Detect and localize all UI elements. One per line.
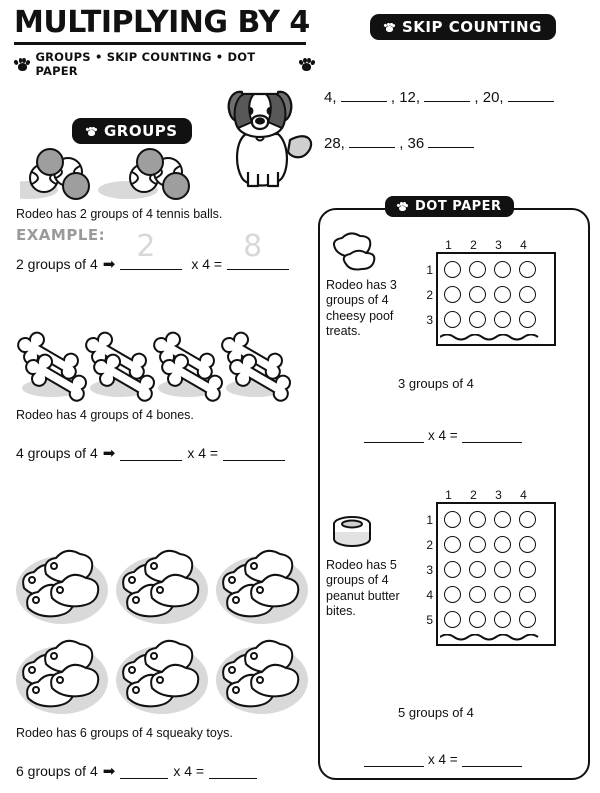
dot-circle [519,511,536,528]
subtitle-row [14,50,314,78]
paw-icon [299,57,314,71]
tennis-balls-caption: Rodeo has 2 groups of 4 tennis balls. [16,207,223,221]
dot-cell[interactable] [490,257,515,282]
dot-row [440,532,540,557]
dot-circle [494,561,511,578]
dot-cell[interactable] [515,607,540,632]
dot-row [440,307,540,332]
bones-prompt: 4 groups of 4 [16,445,98,461]
page-header [14,5,314,78]
dot-card-1-under-label: 3 groups of 4 [398,376,474,391]
dot-cell[interactable] [515,582,540,607]
dot-cell[interactable] [465,257,490,282]
paw-icon [14,57,29,71]
dot-row [440,507,540,532]
row-label: 2 [426,288,433,302]
dot-circle [444,261,461,278]
skip-counting-line-1 [324,75,592,121]
dot-cell[interactable] [515,307,540,332]
dot-card-2-text [326,512,414,619]
dot-card-1-caption: Rodeo has 3 groups of 4 cheesy poof treats. [326,278,397,338]
dot-card-2-operator: x 4 = [428,752,458,767]
dot-circle [494,511,511,528]
squeaky-toys-operator: x 4 = [173,763,205,779]
col-label: 1 [445,488,452,502]
dot-row [440,282,540,307]
dot-circle [444,286,461,303]
example-label: EXAMPLE: [16,226,106,244]
arrow-icon: ➡ [102,763,116,780]
dot-circle [444,561,461,578]
skip-term-2: , 12, [390,89,421,106]
dot-circle [469,261,486,278]
skip-blank[interactable] [508,101,554,102]
dot-cell[interactable] [440,582,465,607]
dot-circle [469,311,486,328]
skip-blank[interactable] [349,147,395,148]
row-label: 2 [426,538,433,552]
dot-cell[interactable] [465,307,490,332]
skip-term-5: , 36 [399,135,425,152]
dot-circle [444,311,461,328]
paw-icon [397,202,408,212]
peanut-butter-bites-image [326,512,414,552]
dot-circle [519,586,536,603]
col-label: 3 [495,238,502,252]
dot-circle [494,261,511,278]
dot-cell[interactable] [490,282,515,307]
answer-blank[interactable] [120,446,182,461]
dot-cell[interactable] [490,307,515,332]
page-subtitle: GROUPS • SKIP COUNTING • DOT PAPER [35,50,256,78]
dot-cell[interactable] [465,582,490,607]
dot-card-1-operator: x 4 = [428,428,458,443]
skip-term-3: , 20, [474,89,504,106]
dot-grid-1[interactable] [436,252,556,346]
dog-bones-image [16,330,296,402]
row-label: 5 [426,613,433,627]
answer-blank[interactable] [462,429,522,443]
dot-circle [444,586,461,603]
dot-cell[interactable] [515,507,540,532]
answer-blank[interactable] [364,429,424,443]
example-prompt: 2 groups of 4 [16,256,98,272]
dot-circle [469,586,486,603]
bones-equation-row [16,444,285,462]
dot-circle [519,311,536,328]
dot-card-2-grid [418,488,556,646]
dot-card-2-equation [364,752,522,767]
dot-circle [494,536,511,553]
dot-cell[interactable] [490,582,515,607]
dot-paper-banner [385,196,514,217]
dog-illustration [212,78,316,188]
skip-counting-banner [370,14,556,40]
tennis-balls-image [20,148,210,203]
skip-blank[interactable] [424,101,470,102]
col-label: 3 [495,488,502,502]
answer-blank[interactable] [209,764,257,779]
dot-cell[interactable] [440,507,465,532]
page-title: MULTIPLYING BY 4 [14,5,310,40]
dot-card-1-equation [364,428,522,443]
bones-operator: x 4 = [187,445,219,461]
dot-cell[interactable] [515,282,540,307]
dot-circle [494,611,511,628]
dot-circle [469,536,486,553]
col-label: 1 [445,238,452,252]
dot-cell[interactable] [490,507,515,532]
dot-cell[interactable] [440,532,465,557]
dot-circle [444,536,461,553]
dot-row [440,582,540,607]
paw-icon [86,126,97,136]
dot-circle [444,611,461,628]
skip-blank[interactable] [428,147,474,148]
dot-row [440,557,540,582]
dot-circle [519,261,536,278]
bones-caption: Rodeo has 4 groups of 4 bones. [16,408,194,422]
groups-banner-label: GROUPS [104,122,178,140]
dot-cell[interactable] [490,607,515,632]
title-divider [14,42,306,45]
squeaky-toys-image [10,528,310,718]
groups-banner [72,118,192,144]
row-label: 3 [426,563,433,577]
paw-icon [384,22,395,32]
dot-cell[interactable] [465,532,490,557]
squeaky-toys-caption: Rodeo has 6 groups of 4 squeaky toys. [16,726,233,740]
arrow-icon: ➡ [102,256,116,273]
dot-cell[interactable] [440,557,465,582]
dot-circle [519,611,536,628]
answer-blank[interactable] [462,753,522,767]
dot-grid-2[interactable] [436,502,556,646]
dot-cell[interactable] [465,507,490,532]
skip-term-4: 28, [324,135,345,152]
dot-cell[interactable] [515,557,540,582]
skip-blank[interactable] [341,101,387,102]
dot-cell[interactable] [490,557,515,582]
col-label: 4 [520,238,527,252]
cheesy-poof-treats-image [326,232,414,272]
example-ghost-answer-1: 2 [136,229,156,264]
dot-card-2-under-label: 5 groups of 4 [398,705,474,720]
dot-circle [469,611,486,628]
skip-counting-sequence [324,75,592,167]
squeaky-toys-prompt: 6 groups of 4 [16,763,98,779]
dot-circle [494,586,511,603]
example-operator: x 4 = [191,256,223,272]
dot-circle [469,286,486,303]
col-label: 2 [470,488,477,502]
squeaky-toys-equation-row [16,762,257,780]
dot-cell[interactable] [515,532,540,557]
dot-cell[interactable] [465,282,490,307]
dot-card-1-text [326,232,414,339]
dot-circle [494,311,511,328]
dot-row [440,257,540,282]
dot-cell[interactable] [465,557,490,582]
dot-circle [519,536,536,553]
answer-blank[interactable] [223,446,285,461]
dot-circle [444,511,461,528]
col-label: 2 [470,238,477,252]
dot-card-2-caption: Rodeo has 5 groups of 4 peanut butter bites. [326,558,400,618]
skip-term-1: 4, [324,89,337,106]
dot-cell[interactable] [440,307,465,332]
dot-cell[interactable] [490,532,515,557]
dot-cell[interactable] [440,282,465,307]
example-ghost-answer-2: 8 [243,229,263,264]
row-label: 1 [426,513,433,527]
row-label: 1 [426,263,433,277]
row-label: 4 [426,588,433,602]
dot-circle [469,561,486,578]
dot-card-1-grid [418,238,556,346]
answer-blank[interactable] [364,753,424,767]
dot-circle [519,286,536,303]
skip-counting-banner-label: SKIP COUNTING [402,18,542,36]
skip-counting-line-2 [324,121,592,167]
dot-paper-banner-label: DOT PAPER [415,199,502,214]
col-label: 4 [520,488,527,502]
dot-cell[interactable] [440,607,465,632]
dot-circle [469,511,486,528]
answer-blank[interactable] [120,764,168,779]
dot-circle [494,286,511,303]
dot-cell[interactable] [440,257,465,282]
dot-cell[interactable] [515,257,540,282]
arrow-icon: ➡ [102,445,116,462]
dot-cell[interactable] [465,607,490,632]
dot-circle [519,561,536,578]
row-label: 3 [426,313,433,327]
dot-row [440,607,540,632]
